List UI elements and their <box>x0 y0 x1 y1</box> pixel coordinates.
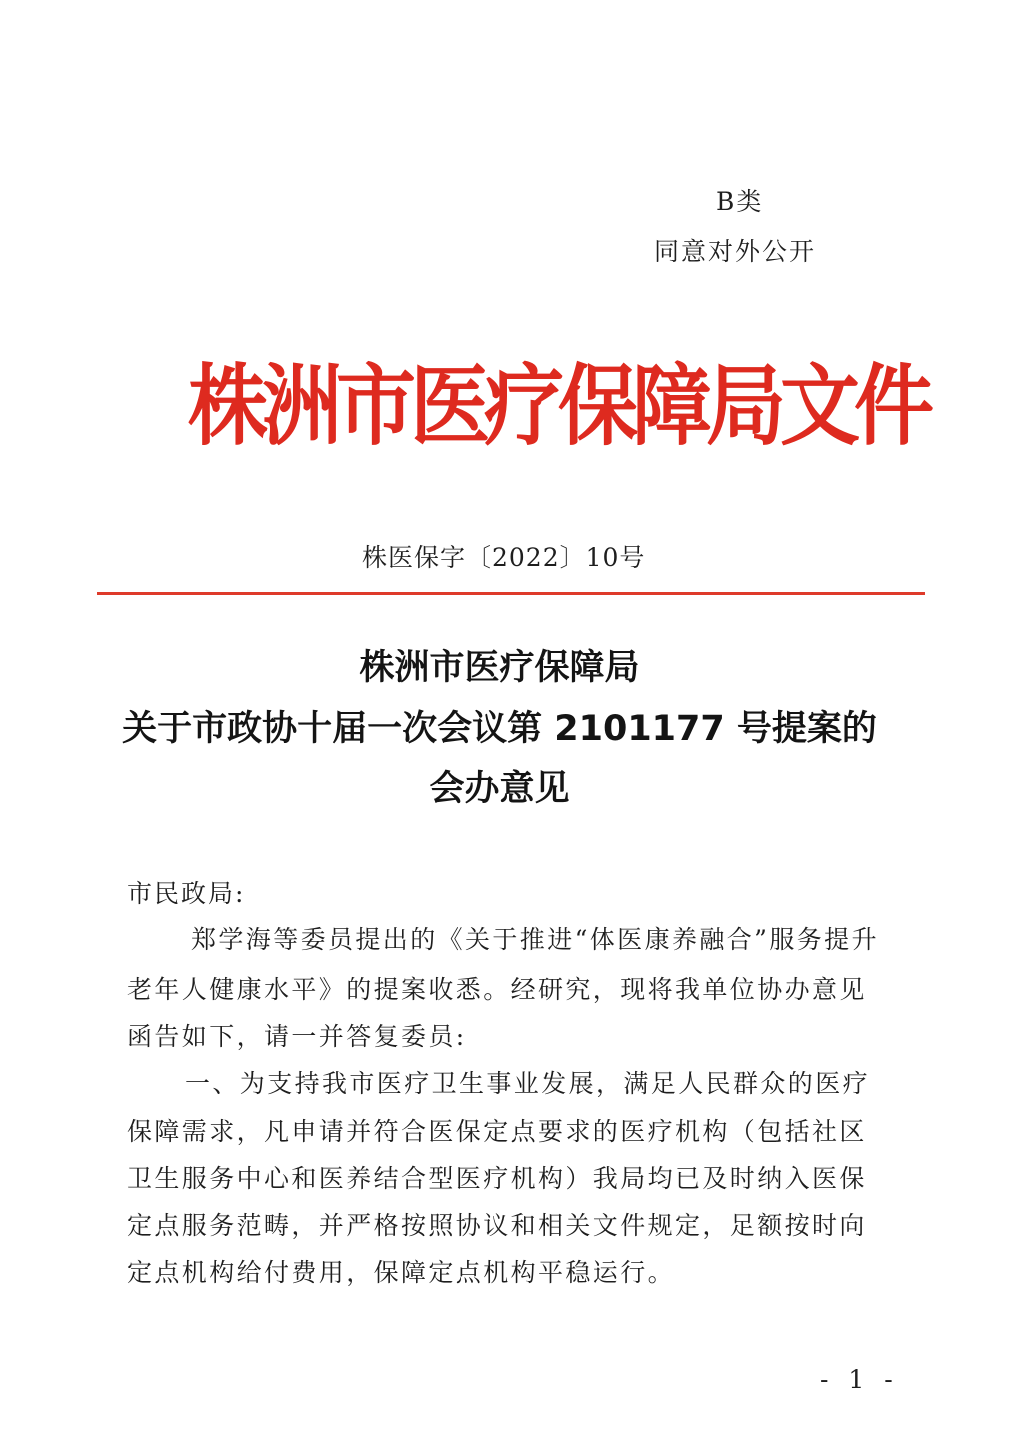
body-text-line: 定点机构给付费用，保障定点机构平稳运行。 <box>127 1258 676 1287</box>
body-text-line: 卫生服务中心和医养结合型医疗机构）我局均已及时纳入医保 <box>127 1164 867 1193</box>
document-title-line-3: 会办意见 <box>429 769 570 809</box>
body-text-line: 老年人健康水平》的提案收悉。经研究，现将我单位协办意见 <box>127 975 867 1004</box>
red-divider-line <box>97 592 925 595</box>
body-text-line: 函告如下，请一并答复委员: <box>127 1022 467 1051</box>
document-title-line-2: 关于市政协十届一次会议第 2101177 号提案的 <box>122 709 877 749</box>
document-title-line-1: 株洲市医疗保障局 <box>359 648 640 688</box>
body-text-line: 保障需求，凡申请并符合医保定点要求的医疗机构（包括社区 <box>127 1117 867 1146</box>
salutation: 市民政局: <box>127 879 246 908</box>
page-number: - 1 - <box>820 1365 899 1394</box>
document-number: 株医保字〔2022〕10号 <box>362 543 646 572</box>
body-text-line: 一、为支持我市医疗卫生事业发展，满足人民群众的医疗 <box>185 1069 871 1098</box>
disclosure-note: 同意对外公开 <box>654 237 817 266</box>
body-text-line: 定点服务范畴，并严格按照协议和相关文件规定，足额按时向 <box>127 1211 867 1240</box>
red-masthead-title: 株洲市医疗保障局文件 <box>188 355 928 458</box>
body-text-line: 郑学海等委员提出的《关于推进“体医康养融合”服务提升 <box>191 925 879 954</box>
document-category: B类 <box>716 187 764 216</box>
